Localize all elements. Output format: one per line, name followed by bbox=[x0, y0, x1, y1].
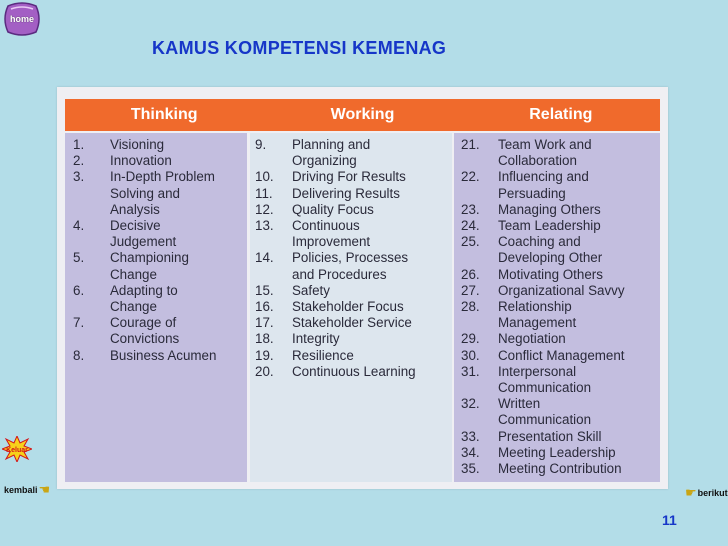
item-number: 29. bbox=[461, 331, 480, 347]
item-line: Courage of bbox=[110, 315, 177, 331]
home-label: home bbox=[9, 14, 34, 24]
list-item bbox=[65, 137, 247, 153]
item-number: 17. bbox=[255, 315, 274, 331]
item-label bbox=[498, 331, 660, 347]
item-label bbox=[498, 283, 660, 299]
item-number: 6. bbox=[73, 282, 85, 298]
item-label bbox=[292, 137, 452, 169]
item-line: Coaching and bbox=[498, 234, 581, 250]
item-label bbox=[110, 348, 247, 364]
item-label bbox=[498, 137, 660, 169]
item-line: Interpersonal bbox=[498, 363, 577, 379]
item-label bbox=[292, 169, 452, 185]
item-label bbox=[498, 364, 660, 396]
page-number: 11 bbox=[662, 512, 677, 528]
item-number: 35. bbox=[461, 461, 480, 477]
item-number: 13. bbox=[255, 218, 274, 234]
item-label bbox=[110, 250, 247, 282]
item-label bbox=[110, 315, 247, 347]
item-number: 30. bbox=[461, 347, 480, 363]
list-item bbox=[454, 137, 660, 169]
exit-burst-icon bbox=[2, 436, 32, 462]
item-line: Innovation bbox=[110, 153, 172, 169]
exit-label: Keluar bbox=[6, 447, 28, 454]
item-line: Team Work and bbox=[498, 137, 592, 152]
item-label bbox=[292, 331, 452, 347]
column-working bbox=[250, 133, 452, 482]
item-number: 31. bbox=[461, 363, 480, 379]
item-label bbox=[110, 218, 247, 250]
item-line: Persuading bbox=[498, 185, 566, 201]
item-label bbox=[498, 429, 660, 445]
list-item bbox=[454, 429, 660, 445]
item-line: Adapting to bbox=[110, 282, 178, 298]
item-label bbox=[292, 283, 452, 299]
item-line: Relationship bbox=[498, 299, 572, 315]
item-label bbox=[498, 202, 660, 218]
item-number: 10. bbox=[255, 169, 274, 185]
item-line: Convictions bbox=[110, 331, 180, 347]
item-line: Meeting Leadership bbox=[498, 444, 616, 460]
item-label bbox=[110, 137, 247, 153]
list-item bbox=[65, 169, 247, 218]
item-label bbox=[110, 283, 247, 315]
list-item bbox=[454, 445, 660, 461]
next-hand-icon: ☛ bbox=[685, 485, 697, 500]
item-number: 22. bbox=[461, 169, 480, 185]
list-item bbox=[65, 315, 247, 347]
item-label bbox=[110, 153, 247, 169]
item-number: 34. bbox=[461, 444, 480, 460]
item-number: 15. bbox=[255, 282, 274, 298]
column-relating bbox=[454, 133, 660, 482]
item-line: Continuous Learning bbox=[292, 363, 416, 379]
page-title: KAMUS KOMPETENSI KEMENAG bbox=[152, 38, 447, 58]
item-line: Management bbox=[498, 315, 577, 331]
item-line: Planning and bbox=[292, 137, 371, 152]
header-thinking: Thinking bbox=[130, 106, 198, 123]
item-label bbox=[498, 218, 660, 234]
item-line: Conflict Management bbox=[498, 347, 625, 363]
item-line: Negotiation bbox=[498, 331, 566, 347]
item-line: Written bbox=[498, 396, 541, 412]
item-number: 32. bbox=[461, 396, 480, 412]
list-item bbox=[250, 202, 452, 218]
item-label bbox=[292, 364, 452, 380]
item-number: 5. bbox=[73, 250, 85, 266]
item-number: 33. bbox=[461, 428, 480, 444]
header-relating: Relating bbox=[529, 106, 593, 123]
item-line: Communication bbox=[498, 380, 592, 396]
item-number: 18. bbox=[255, 331, 274, 347]
item-line: Championing bbox=[110, 250, 189, 266]
list-item bbox=[454, 234, 660, 266]
item-line: Managing Others bbox=[498, 201, 601, 217]
list-item bbox=[250, 283, 452, 299]
item-line: Decisive bbox=[110, 218, 161, 234]
list-item bbox=[454, 461, 660, 477]
list-item bbox=[65, 250, 247, 282]
list-item bbox=[250, 364, 452, 380]
item-number: 28. bbox=[461, 299, 480, 315]
item-line: Stakeholder Focus bbox=[292, 299, 404, 315]
list-item bbox=[454, 169, 660, 201]
item-number: 19. bbox=[255, 347, 274, 363]
item-line: In-Depth Problem bbox=[110, 169, 215, 185]
item-number: 2. bbox=[73, 153, 85, 169]
item-label bbox=[498, 267, 660, 283]
back-label: kembali bbox=[4, 485, 38, 495]
item-line: Judgement bbox=[110, 234, 177, 250]
item-line: and Procedures bbox=[292, 266, 387, 282]
item-label bbox=[498, 348, 660, 364]
list-item bbox=[250, 186, 452, 202]
list-item bbox=[65, 283, 247, 315]
next-button[interactable] bbox=[684, 482, 726, 504]
item-line: Continuous bbox=[292, 218, 360, 234]
item-line: Stakeholder Service bbox=[292, 315, 412, 331]
item-number: 12. bbox=[255, 201, 274, 217]
item-label bbox=[292, 299, 452, 315]
item-line: Integrity bbox=[292, 331, 340, 347]
item-label bbox=[498, 169, 660, 201]
item-label bbox=[292, 315, 452, 331]
list-item bbox=[250, 315, 452, 331]
exit-button[interactable] bbox=[2, 436, 32, 462]
item-line: Developing Other bbox=[498, 250, 603, 266]
item-line: Presentation Skill bbox=[498, 428, 602, 444]
item-number: 20. bbox=[255, 363, 274, 379]
item-line: Safety bbox=[292, 282, 330, 298]
item-line: Improvement bbox=[292, 234, 371, 250]
item-number: 11. bbox=[255, 185, 273, 201]
item-line: Quality Focus bbox=[292, 201, 374, 217]
list-item bbox=[454, 364, 660, 396]
list-item bbox=[250, 299, 452, 315]
list-item bbox=[454, 202, 660, 218]
list-item bbox=[454, 267, 660, 283]
item-number: 1. bbox=[73, 137, 85, 152]
list-item bbox=[65, 348, 247, 364]
item-number: 7. bbox=[73, 315, 85, 331]
list-item bbox=[65, 153, 247, 169]
item-line: Change bbox=[110, 266, 157, 282]
home-button[interactable] bbox=[2, 2, 42, 36]
item-line: Collaboration bbox=[498, 153, 577, 169]
header-working: Working bbox=[330, 106, 395, 123]
item-line: Team Leadership bbox=[498, 218, 601, 234]
list-item bbox=[454, 348, 660, 364]
list-item bbox=[454, 218, 660, 234]
item-line: Visioning bbox=[110, 137, 165, 152]
list-item bbox=[250, 250, 452, 282]
item-line: Delivering Results bbox=[292, 185, 400, 201]
item-line: Change bbox=[110, 299, 157, 315]
list-item bbox=[250, 218, 452, 250]
list-item bbox=[454, 299, 660, 331]
item-number: 25. bbox=[461, 234, 480, 250]
list-item bbox=[454, 331, 660, 347]
item-number: 9. bbox=[255, 137, 267, 152]
item-number: 27. bbox=[461, 282, 480, 298]
item-line: Communication bbox=[498, 412, 592, 428]
item-line: Analysis bbox=[110, 201, 160, 217]
item-label bbox=[292, 218, 452, 250]
item-label bbox=[110, 169, 247, 218]
next-label: berikut bbox=[697, 488, 728, 498]
list-item bbox=[65, 218, 247, 250]
column-thinking bbox=[65, 133, 247, 482]
item-number: 16. bbox=[255, 299, 274, 315]
item-label bbox=[498, 299, 660, 331]
item-line: Solving and bbox=[110, 185, 180, 201]
item-line: Organizational Savvy bbox=[498, 282, 625, 298]
item-number: 23. bbox=[461, 201, 480, 217]
item-number: 3. bbox=[73, 169, 85, 185]
list-item bbox=[250, 348, 452, 364]
item-label bbox=[498, 234, 660, 266]
item-number: 24. bbox=[461, 218, 480, 234]
item-label bbox=[498, 445, 660, 461]
list-item bbox=[250, 137, 452, 169]
item-line: Meeting Contribution bbox=[498, 461, 622, 477]
item-number: 14. bbox=[255, 250, 274, 266]
item-line: Driving For Results bbox=[292, 169, 406, 185]
competency-table bbox=[57, 87, 668, 489]
item-line: Resilience bbox=[292, 347, 354, 363]
item-line: Business Acumen bbox=[110, 347, 217, 363]
item-number: 26. bbox=[461, 266, 480, 282]
back-button[interactable] bbox=[4, 479, 51, 501]
item-line: Motivating Others bbox=[498, 266, 603, 282]
table-header bbox=[65, 99, 660, 131]
list-item bbox=[454, 283, 660, 299]
item-label bbox=[292, 202, 452, 218]
item-number: 8. bbox=[73, 347, 85, 363]
item-label bbox=[292, 348, 452, 364]
item-label bbox=[498, 461, 660, 477]
item-line: Influencing and bbox=[498, 169, 589, 185]
item-number: 21. bbox=[461, 137, 480, 152]
list-item bbox=[454, 396, 660, 428]
item-label bbox=[498, 396, 660, 428]
list-item bbox=[250, 331, 452, 347]
item-line: Organizing bbox=[292, 153, 357, 169]
back-hand-icon: ☚ bbox=[38, 482, 51, 497]
item-number: 4. bbox=[73, 218, 85, 234]
item-label bbox=[292, 186, 452, 202]
item-line: Policies, Processes bbox=[292, 250, 409, 266]
list-item bbox=[250, 169, 452, 185]
item-label bbox=[292, 250, 452, 282]
